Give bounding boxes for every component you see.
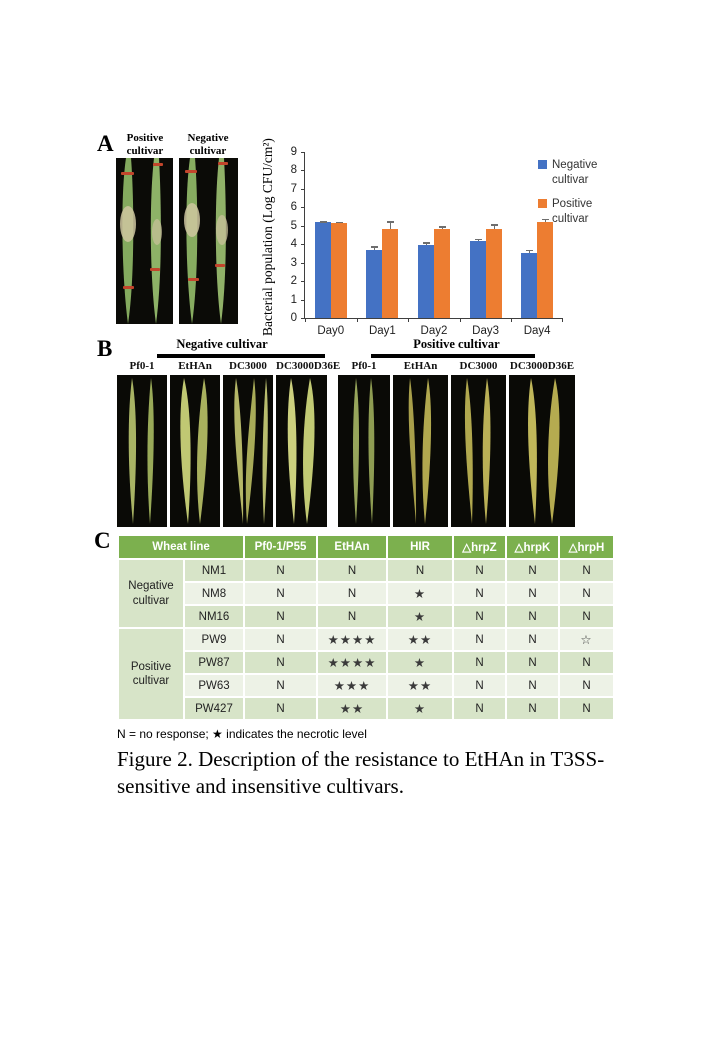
response-cell: N [560, 583, 613, 604]
leaf-photo [393, 375, 448, 527]
panel-a-photo-label-negative: Negative cultivar [187, 132, 229, 157]
response-cell: ☆ [560, 629, 613, 650]
y-tick-label: 6 [290, 201, 297, 214]
table-footnote: N = no response; ★ indicates the necrotic level [117, 727, 367, 741]
y-tick-label: 0 [290, 312, 297, 324]
table-body [119, 560, 613, 719]
x-tick-label: Day1 [368, 325, 396, 337]
photo-cell [338, 360, 390, 527]
panel-b-group-title: Positive cultivar [413, 337, 500, 351]
y-tick-label: 9 [290, 146, 297, 158]
error-bar [339, 222, 340, 223]
group-underline [371, 354, 535, 358]
error-bar [323, 221, 324, 222]
response-cell: N [245, 583, 316, 604]
table-row [119, 583, 613, 604]
x-tick-mark [511, 318, 512, 322]
cultivar-group-cell: Positive cultivar [119, 629, 183, 719]
legend-swatch [538, 160, 547, 169]
line-name-cell: NM1 [185, 560, 243, 581]
legend-swatch [538, 199, 547, 208]
response-cell: ★ [388, 606, 452, 627]
bacterial-population-chart [256, 140, 646, 345]
response-cell: N [560, 560, 613, 581]
caption-line: sensitive and insensitive cultivars. [117, 773, 404, 798]
response-cell: ★★★★ [318, 652, 386, 673]
error-bar-cap [423, 242, 430, 244]
response-cell: N [454, 629, 505, 650]
error-bar-cap [336, 222, 343, 224]
y-tick-label: 1 [290, 293, 297, 306]
bar-positive-day1 [382, 229, 398, 318]
strain-label: DC3000 [229, 359, 267, 372]
response-cell: ★★ [388, 675, 452, 696]
response-cell: N [318, 583, 386, 604]
caption-line: Figure 2. Description of the resistance to EtHAn in T3SS- [117, 747, 605, 771]
response-cell: N [560, 698, 613, 719]
response-cell: N [507, 560, 558, 581]
bar-negative-day2 [418, 245, 434, 318]
error-bar-cap [491, 224, 498, 226]
table-row [119, 606, 613, 627]
response-cell: ★★★ [318, 675, 386, 696]
y-tick-label: 4 [290, 238, 297, 251]
line-name-cell: NM8 [185, 583, 243, 604]
leaf-photo [509, 375, 575, 527]
table-header [119, 536, 613, 558]
strain-label: EtHAn [178, 359, 212, 372]
legend-label: Negative cultivar [552, 159, 598, 186]
chart-legend [538, 158, 606, 227]
table-row [119, 560, 613, 581]
line-name-cell: NM16 [185, 606, 243, 627]
bar-positive-day3 [486, 229, 502, 318]
group-underline [157, 354, 325, 358]
bar-group-day0 [305, 152, 357, 337]
header-cell: △hrpH [560, 536, 613, 558]
leaf-photo [117, 375, 167, 527]
line-name-cell: PW87 [185, 652, 243, 673]
header-cell: Pf0-1/P55 [245, 536, 316, 558]
photo-cell [451, 360, 506, 527]
chart-plot-area [290, 146, 563, 337]
x-tick-mark [460, 318, 461, 322]
x-tick-mark [357, 318, 358, 322]
error-bar [390, 221, 391, 228]
error-bar-cap [371, 246, 378, 248]
response-cell: ★ [388, 698, 452, 719]
x-tick-label: Day0 [317, 325, 345, 337]
header-cell: Wheat line [119, 536, 243, 558]
strain-label: Pf0-1 [129, 359, 155, 372]
bars-container [305, 152, 563, 337]
bar-positive-day4 [537, 222, 553, 318]
response-cell: ★ [388, 583, 452, 604]
response-cell: N [560, 606, 613, 627]
photo-row [117, 359, 341, 527]
error-bar [478, 239, 479, 241]
error-bar-cap [320, 221, 327, 223]
response-cell: N [507, 652, 558, 673]
leaf-photo [170, 375, 220, 527]
line-name-cell: PW63 [185, 675, 243, 696]
figure-caption [117, 746, 677, 800]
response-cell: N [454, 583, 505, 604]
photo-cell [170, 360, 220, 527]
bar-group-day3 [460, 152, 512, 337]
chart-y-axis-label: Bacterial population (Log CFU/cm²) [260, 138, 275, 336]
leaf-photo [338, 375, 390, 527]
response-cell: N [454, 675, 505, 696]
bar-group-day2 [408, 152, 460, 337]
leaf-photo [276, 375, 327, 527]
panel-b-group-negative [117, 337, 341, 527]
response-cell: N [388, 560, 452, 581]
bar-negative-day3 [470, 241, 486, 318]
y-tick-label: 2 [290, 275, 297, 288]
bar-positive-day2 [434, 229, 450, 318]
error-bar [529, 250, 530, 254]
legend-entry [538, 197, 606, 227]
response-cell: N [454, 652, 505, 673]
x-tick-label: Day3 [472, 325, 499, 337]
error-bar-cap [526, 250, 533, 252]
photo-cell [509, 360, 575, 527]
cultivar-group-cell: Negative cultivar [119, 560, 183, 627]
response-cell: N [507, 675, 558, 696]
panel-b-group-positive [338, 337, 575, 527]
panel-c-label: C [94, 528, 111, 553]
strain-label: EtHAn [403, 359, 438, 372]
panel-a-leaf-photo-negative [179, 158, 238, 324]
response-cell: N [454, 606, 505, 627]
photo-cell [393, 360, 448, 527]
panel-a-leaf-photo-positive [116, 158, 173, 324]
table-row [119, 629, 613, 650]
table-row [119, 698, 613, 719]
header-cell: △hrpK [507, 536, 558, 558]
strain-label: DC3000D36E [276, 359, 341, 372]
legend-entry [538, 158, 606, 188]
x-tick-label: Day2 [420, 325, 448, 337]
error-bar [494, 224, 495, 229]
strain-label: Pf0-1 [351, 359, 377, 372]
error-bar [426, 242, 427, 245]
header-row [119, 536, 613, 558]
header-cell: EtHAn [318, 536, 386, 558]
response-cell: N [245, 652, 316, 673]
response-cell: N [560, 675, 613, 696]
y-tick-label: 8 [290, 164, 297, 177]
photo-row [338, 360, 575, 527]
y-tick-label: 3 [290, 256, 297, 269]
error-bar-cap [387, 221, 394, 223]
x-tick-mark [305, 318, 306, 322]
response-cell: N [507, 606, 558, 627]
response-cell: N [560, 652, 613, 673]
response-cell: ★★★★ [318, 629, 386, 650]
header-cell: HIR [388, 536, 452, 558]
error-bar [374, 246, 375, 249]
response-cell: ★ [388, 652, 452, 673]
line-name-cell: PW9 [185, 629, 243, 650]
response-cell: ★★ [318, 698, 386, 719]
bar-group-day1 [357, 152, 409, 337]
resistance-table [117, 534, 615, 721]
error-bar-cap [475, 239, 482, 241]
response-cell: N [507, 698, 558, 719]
line-name-cell: PW427 [185, 698, 243, 719]
panel-a-label: A [97, 131, 114, 156]
error-bar-cap [439, 226, 446, 228]
response-cell: N [245, 606, 316, 627]
header-cell: △hrpZ [454, 536, 505, 558]
x-tick-label: Day4 [523, 325, 551, 337]
panel-a-photo-label-positive: Positive cultivar [126, 132, 164, 157]
panel-b-photo-strip [117, 337, 587, 532]
response-cell: N [245, 629, 316, 650]
leaf-photo [451, 375, 506, 527]
panel-b-label: B [97, 336, 113, 361]
panel-b-group-title: Negative cultivar [176, 337, 268, 351]
table-row [119, 652, 613, 673]
response-cell: N [245, 560, 316, 581]
x-tick-mark [408, 318, 409, 322]
response-cell: N [245, 675, 316, 696]
photo-cell [117, 360, 167, 527]
response-cell: N [507, 629, 558, 650]
photo-cell [223, 360, 273, 527]
response-cell: N [245, 698, 316, 719]
y-tick-label: 7 [290, 182, 297, 195]
photo-cell [276, 359, 341, 527]
bar-negative-day1 [366, 250, 382, 318]
response-cell: N [454, 560, 505, 581]
response-cell: N [318, 560, 386, 581]
x-tick-mark [562, 318, 563, 322]
bar-negative-day0 [315, 222, 331, 318]
leaf-photo [223, 375, 273, 527]
y-tick-label: 5 [290, 219, 297, 232]
response-cell: N [507, 583, 558, 604]
response-cell: N [454, 698, 505, 719]
bar-positive-day0 [331, 223, 347, 318]
response-cell: N [318, 606, 386, 627]
strain-label: DC3000D36E [509, 359, 575, 372]
response-cell: ★★ [388, 629, 452, 650]
table-row [119, 675, 613, 696]
strain-label: DC3000 [459, 359, 498, 372]
wheat-line-table [117, 534, 615, 721]
bar-negative-day4 [521, 253, 537, 318]
error-bar [442, 226, 443, 228]
legend-label: Positive cultivar [552, 197, 593, 225]
